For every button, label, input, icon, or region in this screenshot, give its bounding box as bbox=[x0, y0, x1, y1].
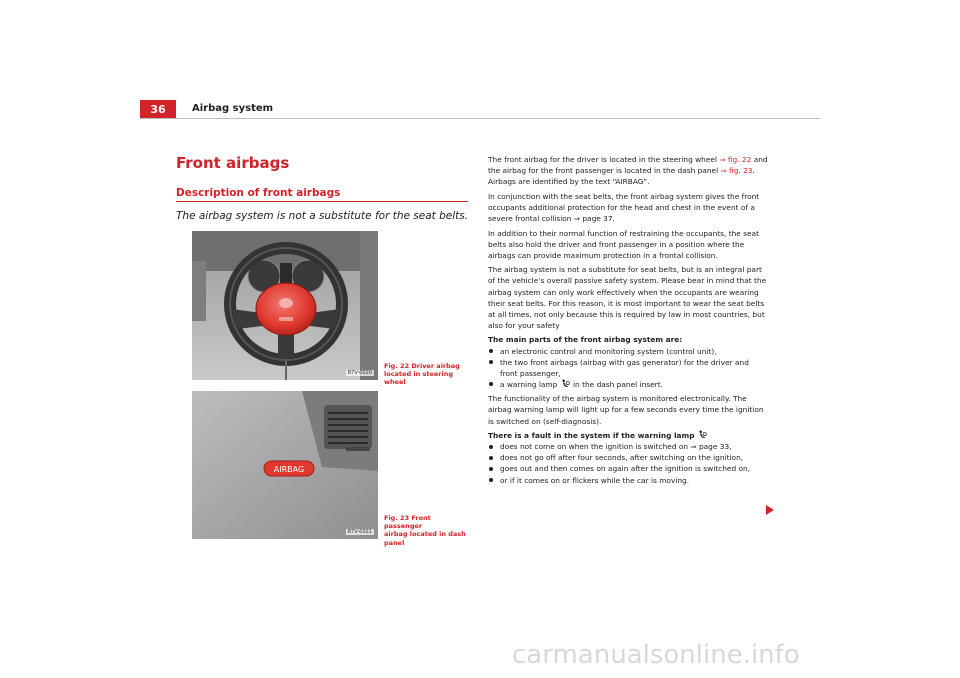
figure-caption bbox=[384, 514, 470, 547]
paragraph: The airbag system is not a substitute for seat belts, but is an integral part of the vehicle’s overall passive safety system. Please bear in mind that the airbag system can only work effectively when the occupants are wearing their seat belts. For this reason, it is most important to wear the seat belts at all times, not only because this is required by law in most countries, but also for your safety bbox=[488, 265, 767, 330]
paragraph: In conjunction with the seat belts, the front airbag system gives the front occupants additional protection for the head and chest in the event of a severe frontal collision ⇒ page 37. bbox=[488, 191, 760, 223]
airbag-label-graphic: AIRBAG bbox=[273, 465, 305, 474]
figure-link[interactable]: ⇒ fig. 22 bbox=[719, 155, 752, 164]
list-item: an electronic control and monitoring system (control unit), bbox=[488, 346, 768, 357]
subsection-divider bbox=[176, 201, 468, 202]
caption-line: Fig. 22 Driver airbag bbox=[384, 362, 460, 370]
figure-code: B7V-0020 bbox=[347, 370, 372, 376]
list-item: does not go off after four seconds, after switching on the ignition, bbox=[488, 452, 768, 463]
figure-dash-panel bbox=[192, 391, 378, 539]
page-number: 36 bbox=[140, 100, 176, 118]
caption-line: Fig. 23 Front passenger bbox=[384, 514, 431, 531]
header-divider bbox=[140, 118, 820, 119]
section-title: Front airbags bbox=[176, 154, 290, 172]
list-item: a warning lamp in the dash panel insert. bbox=[488, 379, 768, 390]
intro-text: The airbag system is not a substitute for the seat belts. bbox=[176, 210, 469, 222]
figure-code: B7V-0021 bbox=[347, 529, 372, 535]
figure-caption bbox=[384, 362, 470, 387]
airbag-warning-lamp-icon bbox=[561, 379, 570, 388]
caption-line: located in steering wheel bbox=[384, 370, 453, 387]
paragraph: In addition to their normal function of restraining the occupants, the seat belts also hold the driver and front passenger in a position where the airbags can provide maximum protection in a frontal collision. bbox=[488, 228, 759, 260]
watermark: carmanualsonline.info bbox=[512, 640, 800, 670]
subsection-title: Description of front airbags bbox=[176, 187, 341, 199]
figure-steering-wheel bbox=[192, 231, 378, 380]
fault-heading: There is a fault in the system if the warning lamp bbox=[488, 430, 768, 441]
caption-line: panel bbox=[384, 538, 405, 547]
header-title: Airbag system bbox=[192, 103, 274, 114]
body-text-column bbox=[488, 154, 768, 486]
paragraph: The front airbag for the driver is located in the steering wheel ⇒ fig. 22 and the airbag for the front passenger is located in the dash panel ⇒ fig. 23. Airbags are identified by the text “AIRBAG”. bbox=[488, 155, 768, 187]
steering-wheel-illustration bbox=[192, 231, 378, 380]
list-item: the two front airbags (airbag with gas generator) for the driver and front passenger, bbox=[488, 357, 768, 379]
parts-heading: The main parts of the front airbag system are: bbox=[488, 335, 683, 345]
paragraph: The functionality of the airbag system is monitored electronically. The airbag warning lamp will light up for a few seconds every time the ignition is switched on (self-diagnosis). bbox=[488, 394, 764, 426]
airbag-warning-lamp-icon bbox=[698, 430, 707, 439]
next-page-arrow-icon[interactable] bbox=[766, 505, 774, 515]
list-item: does not come on when the ignition is switched on ⇒ page 33, bbox=[488, 441, 768, 452]
caption-line: airbag located in dash bbox=[384, 530, 466, 539]
list-item: or if it comes on or flickers while the car is moving. bbox=[488, 475, 768, 486]
dash-panel-illustration bbox=[192, 391, 378, 539]
figure-link[interactable]: ⇒ fig. 23 bbox=[720, 166, 753, 176]
list-item: goes out and then comes on again after the ignition is switched on, bbox=[488, 463, 768, 474]
